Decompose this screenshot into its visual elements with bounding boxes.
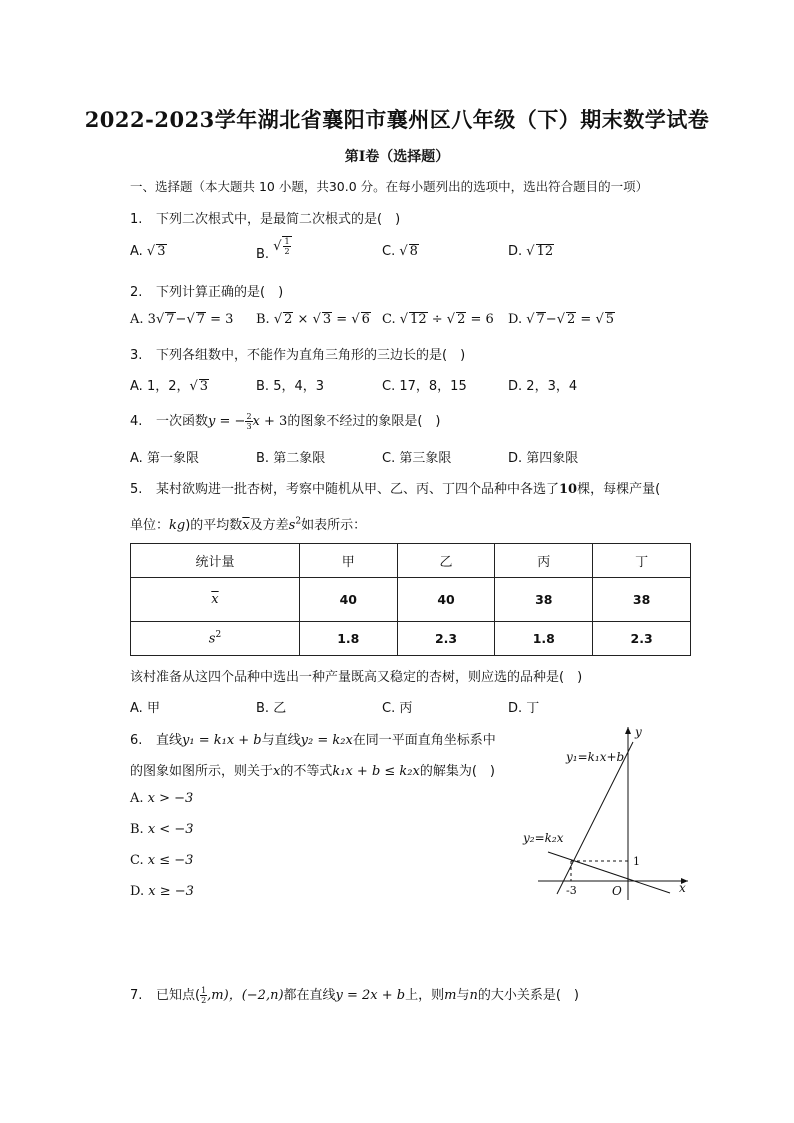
y-axis-label: y <box>635 725 642 739</box>
option-c: C. √ 12 ÷ √ 2 = 6 <box>382 312 494 327</box>
option-b: B. 第二象限 <box>256 451 326 466</box>
x-axis-label: x <box>679 881 686 895</box>
question-1 <box>130 208 400 227</box>
question-2-options <box>130 312 750 334</box>
table-cell: 40 <box>299 578 397 622</box>
question-7: 7. 已知点( $\frac{1}{2}$ ,m)，(−2,n)都在直线y = 2x + b上，则m与n的大小关系是( ) <box>130 986 580 1005</box>
y-axis-arrow-icon <box>625 727 631 734</box>
option-d: D. 2，3，4 <box>508 379 578 394</box>
table-cell: 40 <box>397 578 495 622</box>
question-number: 5. <box>130 482 143 497</box>
option-d: D. √ 12 <box>508 244 554 259</box>
table-row <box>131 578 691 622</box>
option-b: B. x < −3 <box>130 822 194 837</box>
linear-graph-figure <box>520 722 700 907</box>
option-b: B. 乙 <box>256 701 287 716</box>
line-y1 <box>557 742 633 894</box>
table-cell: 38 <box>495 578 593 622</box>
table-row <box>131 622 691 656</box>
option-d: D. √ 7−√ 2 = √ 5 <box>508 312 615 327</box>
question-6: 6. 直线y₁ = k₁x + b与直线y₂ = k₂x在同一平面直角坐标系中 <box>130 733 496 748</box>
origin-label: O <box>612 884 622 898</box>
question-5: 5. 某村欲购进一批杏树，考察中随机从甲、乙、丙、丁四个品种中各选了10棵，每棵产量( <box>130 482 661 497</box>
line-y1-label: y₁=k₁x+b <box>566 750 625 764</box>
option-c: C. 丙 <box>382 701 413 716</box>
option-a: A. x > −3 <box>130 791 194 806</box>
tick-label-x: -3 <box>566 884 577 897</box>
option-a: A. 甲 <box>130 701 160 716</box>
table-cell: 2.3 <box>593 622 691 656</box>
table-header-cell: 统计量 <box>131 544 300 578</box>
option-a: A. 3√ 7−√ 7 = 3 <box>130 312 234 327</box>
question-number: 3. <box>130 348 143 363</box>
table-row-label: $\overline{x}$ <box>131 578 300 622</box>
table-row-label: $s^2$ <box>131 622 300 656</box>
option-b: B. √ $\frac{1}{2}$ <box>256 237 290 262</box>
question-5-line-2: 单位：kg)的平均数$\overline{x}$及方差$s^2$如表所示： <box>130 516 367 533</box>
table-header-row <box>131 544 691 578</box>
option-a: A. 第一象限 <box>130 451 199 466</box>
option-a: A. √ 3 <box>130 244 166 259</box>
option-b: B. √ 2 × √ 3 = √ 6 <box>256 312 370 327</box>
question-text: 下列二次根式中，是最简二次根式的是( ) <box>156 212 401 227</box>
table-cell: 1.8 <box>495 622 593 656</box>
question-3 <box>130 344 465 363</box>
table-header-cell: 丙 <box>495 544 593 578</box>
question-number: 6. <box>130 733 143 748</box>
option-c: C. √ 8 <box>382 244 418 259</box>
table-header-cell: 甲 <box>299 544 397 578</box>
question-5-followup: 该村准备从这四个品种中选出一种产量既高又稳定的杏树，则应选的品种是( ) <box>130 670 583 685</box>
table-cell: 1.8 <box>299 622 397 656</box>
section-heading: 一、选择题（本大题共 10 小题，共30.0 分。在每小题列出的选项中，选出符合题目的一项） <box>130 179 649 194</box>
statistics-table <box>130 543 691 656</box>
question-2 <box>130 281 283 300</box>
option-d: D. x ≥ −3 <box>130 884 194 899</box>
question-1-options <box>130 237 750 268</box>
question-text: 下列各组数中，不能作为直角三角形的三边长的是( ) <box>156 348 466 363</box>
question-number: 1. <box>130 212 143 227</box>
table-cell: 2.3 <box>397 622 495 656</box>
option-c: C. 17，8，15 <box>382 379 467 394</box>
option-d: D. 丁 <box>508 701 540 716</box>
table-cell: 38 <box>593 578 691 622</box>
option-a: A. 1，2，√ 3 <box>130 379 209 394</box>
option-b: B. 5，4，3 <box>256 379 325 394</box>
table-header-cell: 丁 <box>593 544 691 578</box>
question-4-options <box>130 447 750 469</box>
question-text: 下列计算正确的是( ) <box>156 285 284 300</box>
table-header-cell: 乙 <box>397 544 495 578</box>
question-4: 4. 一次函数y = − $\frac{2}{3}$ x + 3的图象不经过的象限是( ) <box>130 412 441 431</box>
option-c: C. x ≤ −3 <box>130 853 194 868</box>
option-d: D. 第四象限 <box>508 451 579 466</box>
page-title: 2022-2023学年湖北省襄阳市襄州区八年级（下）期末数学试卷 <box>84 107 710 132</box>
question-5-options <box>130 697 750 719</box>
question-6-line-2: 的图象如图所示，则关于x的不等式k₁x + b ≤ k₂x的解集为( ) <box>130 764 496 779</box>
tick-label-y: 1 <box>633 855 640 868</box>
question-number: 7. <box>130 988 143 1003</box>
option-c: C. 第三象限 <box>382 451 452 466</box>
line-y2-label: y₂=k₂x <box>523 831 564 845</box>
question-number: 4. <box>130 414 143 429</box>
part-subtitle: 第I卷（选择题） <box>344 149 450 165</box>
question-number: 2. <box>130 285 143 300</box>
question-3-options <box>130 375 750 397</box>
